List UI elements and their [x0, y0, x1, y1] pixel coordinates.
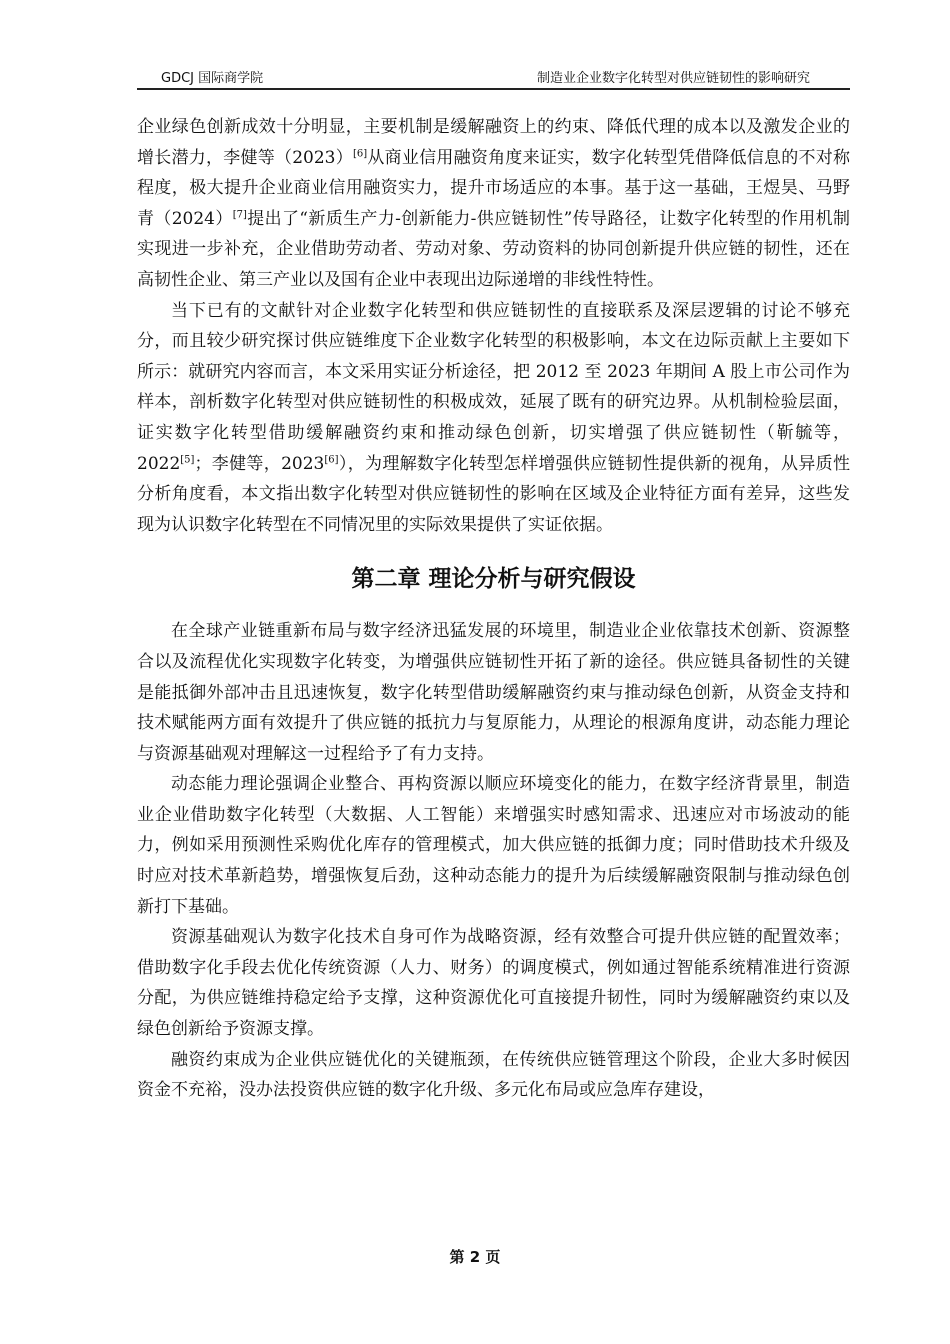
- citation-7: [7]: [232, 209, 247, 221]
- citation-5: [5]: [180, 453, 195, 465]
- paragraph-3: 在全球产业链重新布局与数字经济迅猛发展的环境里，制造业企业依靠技术创新、资源整合以及流程优化实现数字化转变，为增强供应链韧性开拓了新的途径。供应链具备韧性的关键是能抵御外部冲击且迅速恢复，数字化转型借助缓解融资约束与推动绿色创新，从资金支持和技术赋能两方面有效提升了供应链的抵抗力与复原能力，从理论的根源角度讲，动态能力理论与资源基础观对理解这一过程给予了有力支持。: [137, 621, 850, 764]
- paragraph-4: 动态能力理论强调企业整合、再构资源以顺应环境变化的能力，在数字经济背景里，制造业企业借助数字化转型（大数据、人工智能）来增强实时感知需求、迅速应对市场波动的能力，例如采用预测性采购优化库存的管理模式，加大供应链的抵御力度；同时借助技术升级及时应对技术革新趋势，增强恢复后劲，这种动态能力的提升为后续缓解融资限制与推动绿色创新打下基础。: [137, 774, 850, 917]
- header-left-text: GDCJ 国际商学院: [161, 71, 264, 86]
- citation-6b: [6]: [324, 453, 339, 465]
- chapter-title: 第二章 理论分析与研究假设: [351, 566, 636, 593]
- paragraph-2: [137, 296, 850, 541]
- citation-6: [6]: [352, 147, 368, 159]
- paragraph-5: 资源基础观认为数字化技术自身可作为战略资源，经有效整合可提升供应链的配置效率；借助数字化手段去优化传统资源（人力、财务）的调度模式，例如通过智能系统精准进行资源分配，为供应链维持稳定给予支撑，这种资源优化可直接提升韧性，同时为缓解融资约束以及绿色创新给予资源支撑。: [137, 927, 850, 1040]
- p2-text-b: ；李健等，2023: [194, 453, 325, 474]
- p2-text-a: 当下已有的文献针对企业数字化转型和供应链韧性的直接联系及深层逻辑的讨论不够充分，而且较少研究探讨供应链维度下企业数字化转型的积极影响，本文在边际贡献上主要如下所示：就研究内容而言，本文采用实证分析途径，把 2012 至 2023 年期间 A 股上市公司作为样本，剖析数字化转型对供应链韧性的积极成效，延展了既有的研究边界。从机制检验层面，证实数字化转型借助缓解融资约束和推动绿色创新，切实增强了供应链韧性（靳毓等，2022: [137, 300, 850, 474]
- page-header: [137, 64, 850, 90]
- p2-text-c: ），为理解数字化转型怎样增强供应链韧性提供新的视角，从异质性分析角度看，本文指出数字化转型对供应链韧性的影响在区域及企业特征方面有差异，这些发现为认识数字化转型在不同情况里的实际效果提供了实证依据。: [137, 453, 851, 535]
- page-body: [137, 112, 850, 1106]
- p1-text-b: 从商业信用融资角度来证实，数字化转型凭借降低信息的不对称程度，极大提升企业商业信用融资实力，提升市场适应的本事。基于这一基础，王煜昊、马野青（2024）: [137, 147, 851, 229]
- paragraph-6: 融资约束成为企业供应链优化的关键瓶颈，在传统供应链管理这个阶段，企业大多时候因资金不充裕，没办法投资供应链的数字化升级、多元化布局或应急库存建设，: [137, 1049, 850, 1101]
- p1-text-a: 企业绿色创新成效十分明显，主要机制是缓解融资上的约束、降低代理的成本以及激发企业的增长潜力，李健等（2023）: [137, 117, 850, 168]
- page-number: 第 2 页: [449, 1248, 501, 1266]
- paragraph-1: [137, 112, 850, 296]
- p1-text-c: 提出了“新质生产力-创新能力-供应链韧性”传导路径，让数字化转型的作用机制实现进一步补充，企业借助劳动者、劳动对象、劳动资料的协同创新提升供应链的韧性，还在高韧性企业、第三产业以及国有企业中表现出边际递增的非线性特性。: [137, 208, 850, 290]
- header-right-text: 制造业企业数字化转型对供应链韧性的影响研究: [536, 71, 810, 86]
